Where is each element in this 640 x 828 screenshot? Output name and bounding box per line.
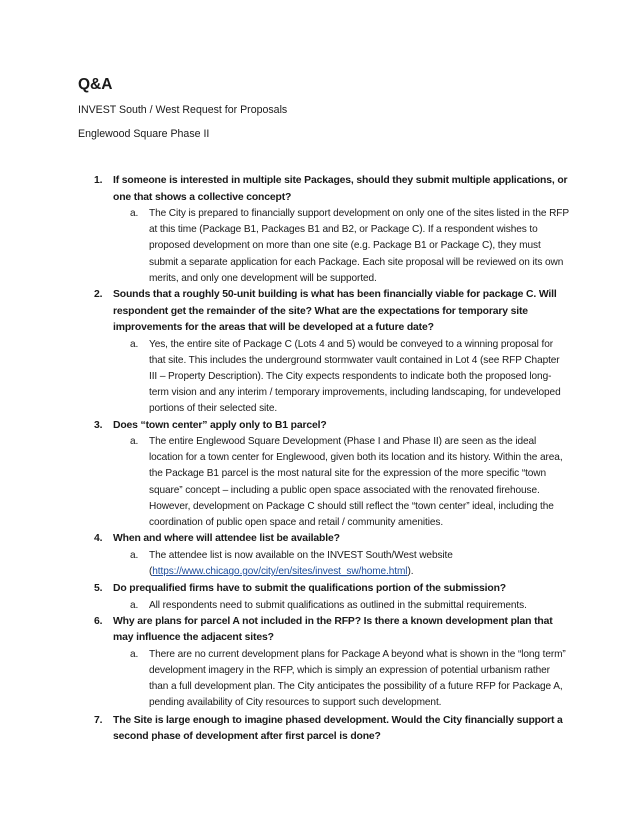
question-item: [94, 614, 573, 647]
answer-text: All respondents need to submit qualifications as outlined in the submittal requirements.: [149, 599, 527, 611]
question-number: 2.: [94, 289, 103, 301]
question-text: Do prequalified firms have to submit the qualifications portion of the submission?: [113, 583, 506, 595]
answer-letter: a.: [130, 208, 139, 219]
question-item: [94, 418, 573, 435]
question-text: The Site is large enough to imagine phased development. Would the City financially support a second phase of development after first parcel is done?: [113, 714, 563, 743]
question-text: Does “town center” apply only to B1 parcel?: [113, 419, 327, 431]
answer-item: [130, 337, 569, 418]
question-text: When and where will attendee list be available?: [113, 533, 340, 545]
question-number: 7.: [94, 714, 103, 726]
link-suffix: ).: [407, 565, 414, 577]
page-title: Q&A: [78, 76, 113, 93]
link-prefix: (: [149, 565, 153, 577]
question-text: Why are plans for parcel A not included in the RFP? Is there a known development plan that may influence the adjacent sites?: [113, 615, 553, 644]
answer-letter: a.: [130, 549, 139, 561]
answer-letter: a.: [130, 436, 139, 448]
question-item: [94, 581, 573, 598]
question-number: 1.: [94, 175, 103, 186]
answer-text: The entire Englewood Square Development (Phase I and Phase II) are seen as the ideal location for a town center for Englewood, given both its location and its history. Within the area, the Package B1 parcel is the most natural site for the expression of the more specific “town square” concept – including a public open space associated with the renovated firehouse. However, development on Package C should still reflect the “town center” ideal, including the coordination of public open space and retail / community amenities.: [149, 436, 563, 529]
document-subtitle: INVEST South / West Request for Proposals: [78, 104, 288, 116]
question-number: 3.: [94, 419, 103, 431]
question-item: [94, 173, 573, 206]
answer-item: [130, 548, 569, 580]
question-number: 4.: [94, 533, 103, 545]
answer-text: There are no current development plans for Package A beyond what is shown in the “long term” development imagery in the RFP, which is simply an expression of potential urbanism rather than a full development plan. The City anticipates the possibility of a future RFP for Package A, pending availability of City resources to support such development.: [149, 648, 566, 709]
answer-item: [130, 647, 569, 712]
answer-text: The attendee list is now available on the INVEST South/West website: [149, 549, 453, 561]
answer-letter: a.: [130, 599, 139, 611]
website-link[interactable]: https://www.chicago.gov/city/en/sites/invest_sw/home.html: [152, 565, 408, 577]
answer-item: [130, 598, 569, 614]
answer-item: [130, 206, 569, 287]
question-item: [94, 531, 573, 548]
project-name: Englewood Square Phase II: [78, 128, 210, 140]
question-item: [94, 713, 573, 746]
answer-text: The City is prepared to financially support development on only one of the sites listed in the RFP at this time (Package B1, Packages B1 and B2, or Package C). If a respondent wishes to proposed development on more than one site (e.g. Package B1 or Package C), they must submit a separate application for each Package. Each site proposal will be reviewed on its own merits, and only one development will be supported.: [149, 208, 569, 284]
question-item: [94, 287, 573, 337]
answer-letter: a.: [130, 648, 139, 660]
answer-item: [130, 434, 569, 531]
answer-letter: a.: [130, 338, 139, 350]
question-text: If someone is interested in multiple site Packages, should they submit multiple applications, or one that shows a collective concept?: [113, 175, 568, 203]
answer-text: Yes, the entire site of Package C (Lots 4 and 5) would be conveyed to a winning proposal for that site. This includes the underground stormwater vault contained in Lot 4 (see RFP Chapter III – Property Description). The City expects respondents to indicate both the proposed long-term vision and any interim / temporary improvements, including landscaping, for undeveloped portions of their selected site.: [149, 338, 561, 415]
question-text: Sounds that a roughly 50-unit building is what has been financially viable for package C. Will respondent get the remainder of the site? What are the expectations for temporary site improvements for the areas that will be developed at a future date?: [113, 289, 557, 334]
question-number: 6.: [94, 615, 103, 627]
qa-list: [0, 173, 640, 746]
question-number: 5.: [94, 583, 103, 595]
